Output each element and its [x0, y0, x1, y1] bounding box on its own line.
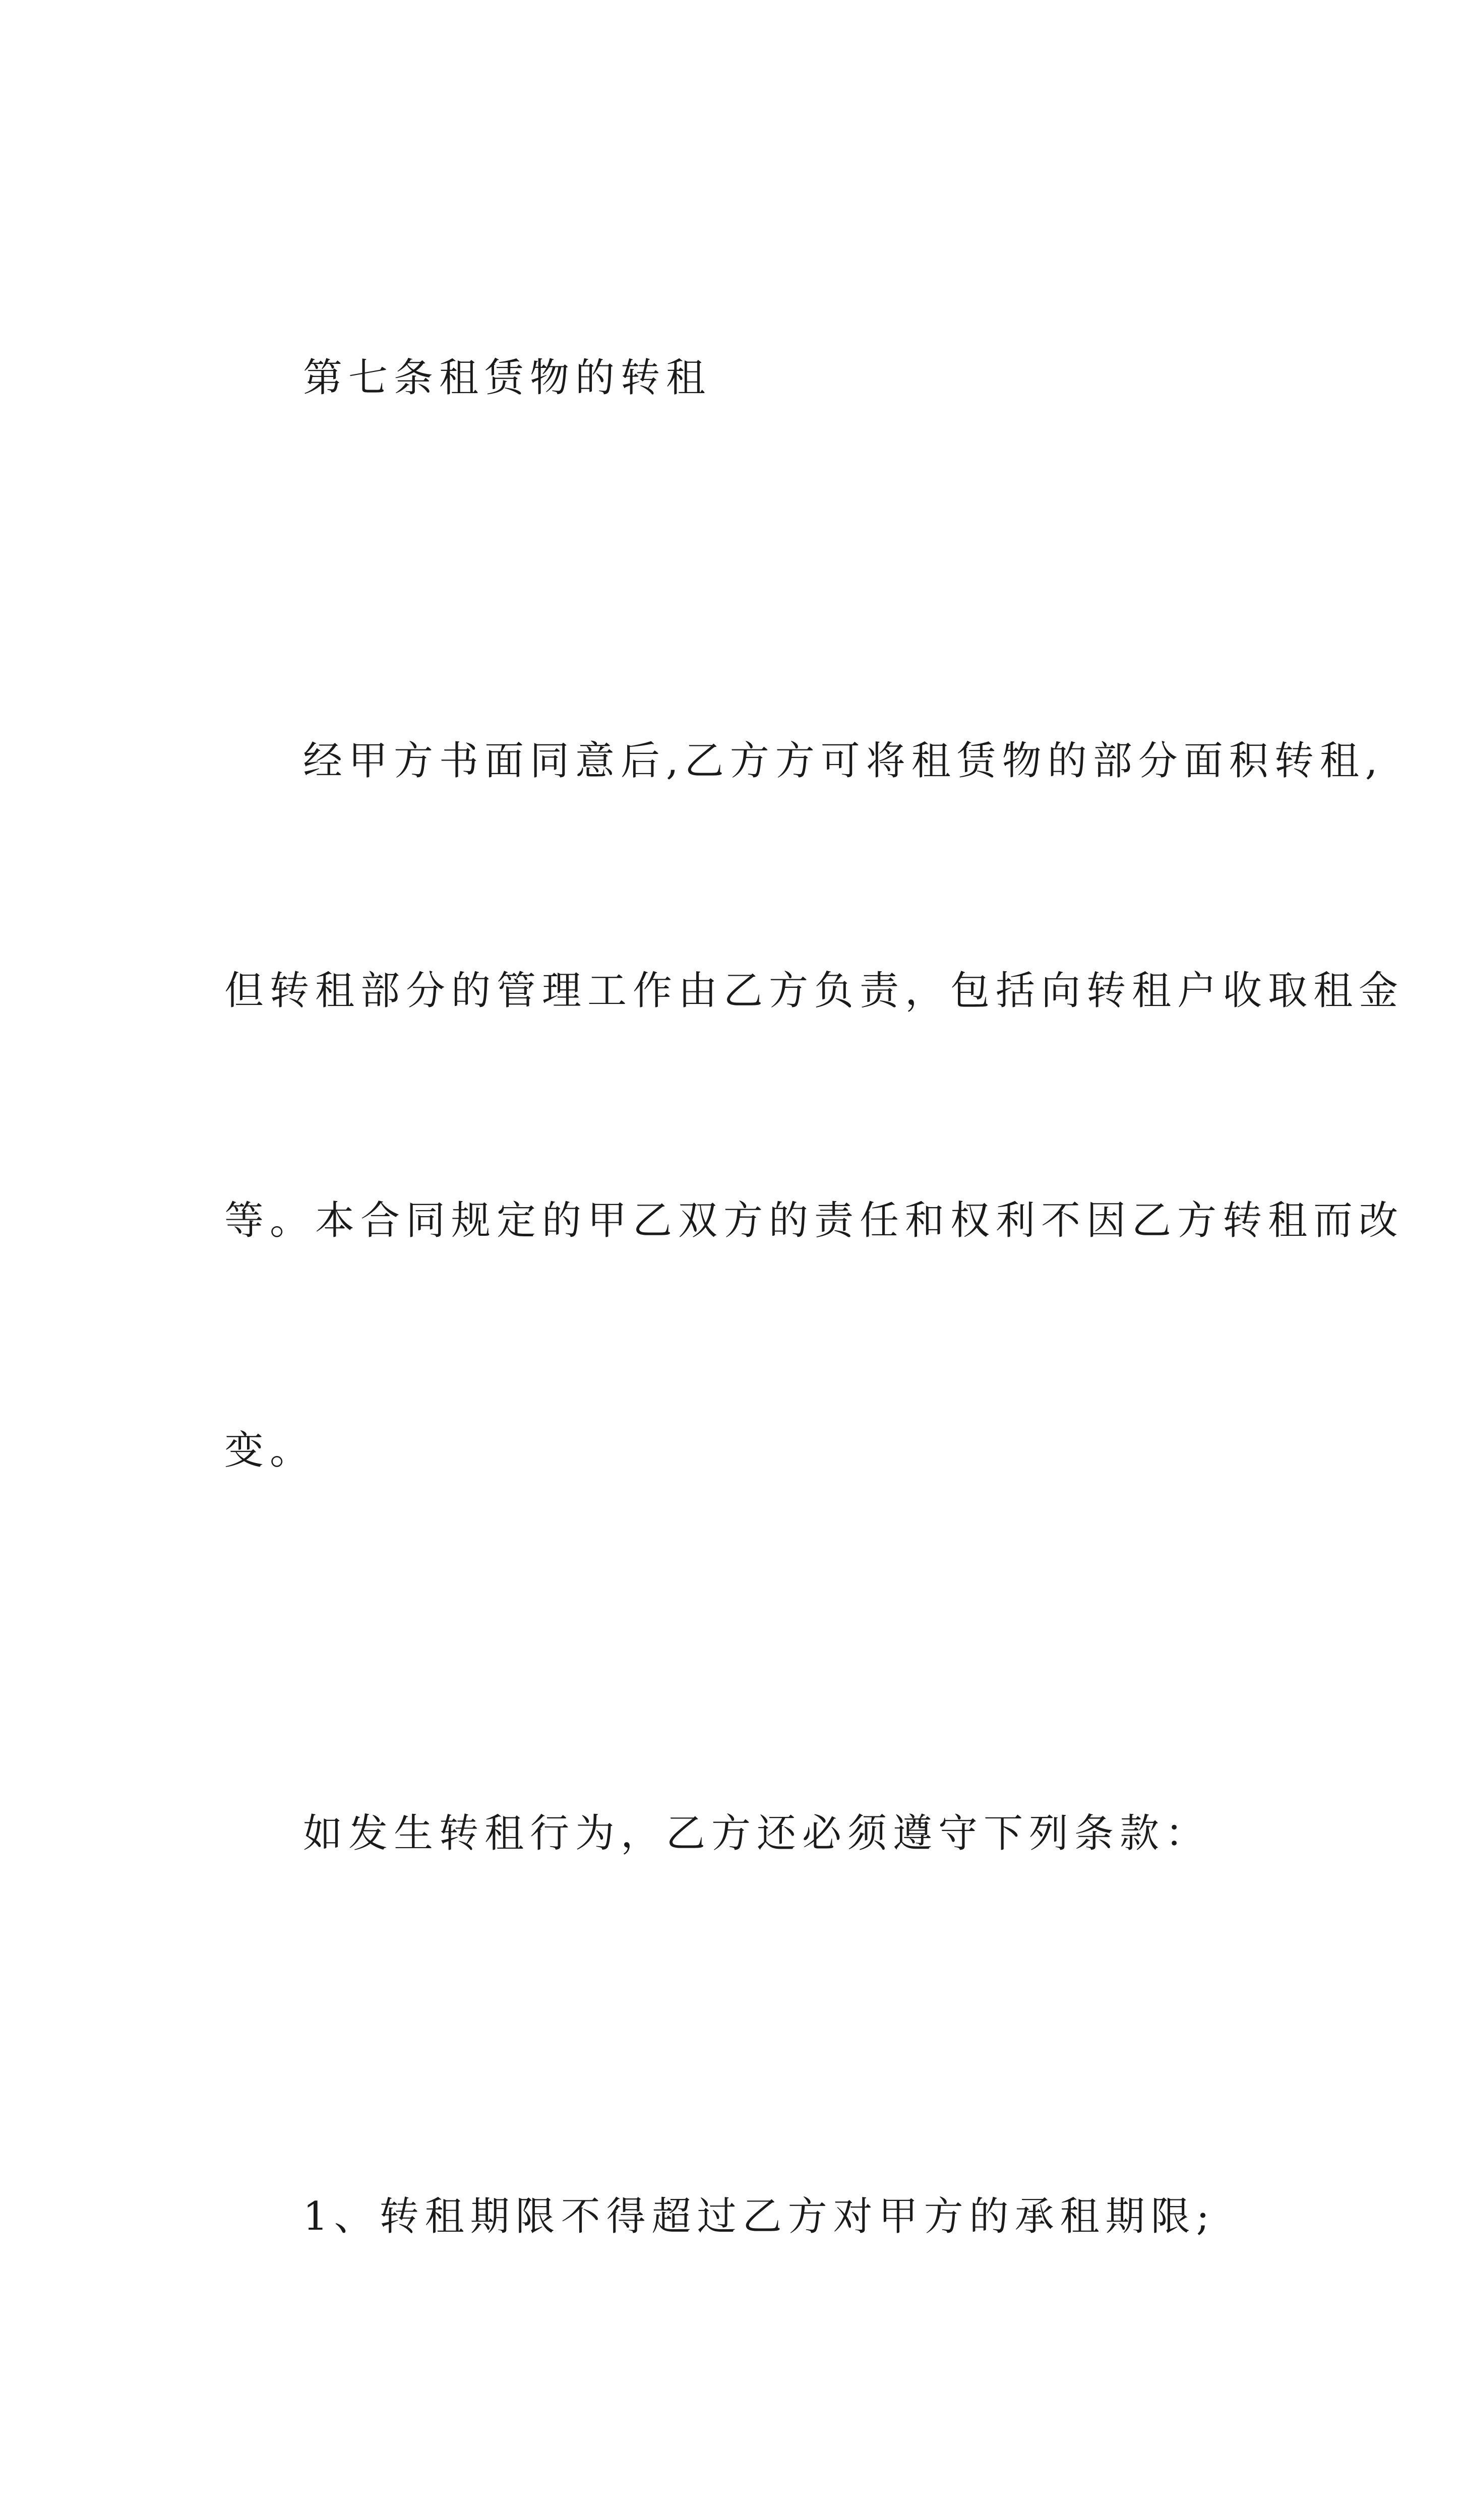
- document-body: [224, 186, 1405, 2520]
- text-line: 1、转租期限不得超过乙方对甲方的承租期限;: [303, 2194, 1215, 2239]
- text-line: 第七条租赁物的转租: [303, 355, 712, 401]
- article-7-heading: [224, 186, 1253, 570]
- text-line: 但转租部分的管理工作由乙方负责，包括向转租户收取租金: [224, 968, 1405, 1014]
- text-line: 等。本合同规定的甲乙双方的责任和权利不因乙方转租而改: [224, 1198, 1405, 1243]
- article-7-body: [224, 570, 1405, 1642]
- text-line: 变。: [224, 1428, 316, 1473]
- text-line: 如发生转租行为，乙方还必须遵守下列条款：: [303, 1811, 1211, 1856]
- sublease-clause-1: [224, 2025, 1253, 2408]
- sublease-clause-2: [224, 2408, 1253, 2520]
- sublease-conditions-intro: [224, 1642, 1253, 2025]
- text-line: 经甲方书面同意后,乙方方可将租赁物的部分面积转租,: [303, 738, 1384, 784]
